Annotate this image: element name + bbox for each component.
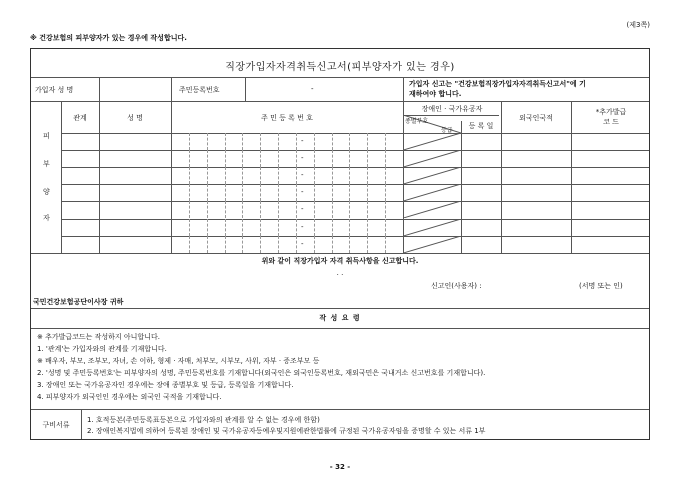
rrn-digit-divider bbox=[296, 133, 297, 150]
guide-title: 작 성 요 령 bbox=[319, 314, 361, 322]
rrn-dash: - bbox=[301, 171, 304, 180]
form-number: (제3쪽) bbox=[626, 21, 650, 29]
rrn-digit-divider bbox=[260, 184, 261, 201]
rrn-digit-divider bbox=[296, 167, 297, 184]
rrn-digit-divider bbox=[296, 236, 297, 253]
col-type-no: 종별부호 bbox=[405, 118, 429, 125]
rrn-digit-divider bbox=[189, 150, 190, 167]
documents-label: 구비서류 bbox=[42, 421, 70, 429]
rrn-digit-divider bbox=[260, 150, 261, 167]
rrn-digit-divider bbox=[332, 184, 333, 201]
applicant-rrn-label: 주민등록번호 bbox=[179, 86, 220, 94]
side-label-1: 피 bbox=[43, 132, 50, 140]
rrn-digit-divider bbox=[314, 201, 315, 218]
rrn-digit-divider bbox=[189, 219, 190, 236]
rrn-digit-divider bbox=[367, 219, 368, 236]
col-foreign: 외국인국적 bbox=[519, 114, 553, 122]
rrn-digit-divider bbox=[332, 167, 333, 184]
type-grade-diagonal bbox=[403, 201, 461, 218]
side-label-4: 자 bbox=[43, 214, 50, 222]
rrn-digit-divider bbox=[207, 236, 208, 253]
col-disability: 장애인 · 국가유공자 bbox=[421, 105, 483, 113]
guide-line: 2. '성명 및 주민등록번호'는 피부양자의 성명, 주민등록번호를 기재합니다(외국인은 외국인등록번호, 재외국민은 국내거소 신고번호를 기재합니다). bbox=[37, 369, 486, 377]
dependent-row-line bbox=[61, 184, 649, 185]
col-rrn: 주 민 등 록 번 호 bbox=[261, 114, 313, 122]
rrn-digit-divider bbox=[385, 236, 386, 253]
applicant-rrn-dash: - bbox=[311, 85, 314, 93]
rrn-digit-divider bbox=[385, 201, 386, 218]
rrn-digit-divider bbox=[314, 236, 315, 253]
page-number: - 32 - bbox=[329, 463, 351, 471]
col-relation: 관계 bbox=[73, 114, 87, 122]
rrn-digit-divider bbox=[207, 201, 208, 218]
rrn-dash: - bbox=[301, 137, 304, 145]
signature-label: (서명 또는 인) bbox=[579, 282, 623, 290]
rrn-digit-divider bbox=[278, 236, 279, 253]
rrn-digit-divider bbox=[349, 184, 350, 201]
rrn-digit-divider bbox=[367, 133, 368, 150]
declaration: 위와 같이 직장가입자 자격 취득사항을 신고합니다. bbox=[261, 257, 419, 265]
rrn-dash: - bbox=[301, 239, 304, 248]
type-grade-diagonal bbox=[403, 133, 461, 150]
rrn-digit-divider bbox=[314, 219, 315, 236]
rrn-digit-divider bbox=[278, 150, 279, 167]
rrn-digit-divider bbox=[207, 167, 208, 184]
form-frame bbox=[30, 48, 650, 440]
rrn-digit-divider bbox=[367, 184, 368, 201]
rrn-digit-divider bbox=[225, 133, 226, 150]
rrn-digit-divider bbox=[260, 133, 261, 150]
type-grade-diagonal bbox=[403, 150, 461, 167]
top-note: ※ 건강보험의 피부양자가 있는 경우에 작성합니다. bbox=[30, 34, 187, 42]
reporter-label: 신고인(사용자) : bbox=[431, 282, 482, 290]
side-label-2: 부 bbox=[43, 160, 50, 168]
applicant-name-label: 가입자 성 명 bbox=[35, 86, 74, 94]
rrn-digit-divider bbox=[332, 219, 333, 236]
dependent-row-line bbox=[61, 219, 649, 220]
recipient: 국민건강보험공단이사장 귀하 bbox=[33, 298, 124, 306]
rrn-digit-divider bbox=[296, 150, 297, 167]
col-extra-code-2: 코 드 bbox=[603, 118, 619, 126]
rrn-digit-divider bbox=[242, 184, 243, 201]
rrn-digit-divider bbox=[385, 184, 386, 201]
rrn-digit-divider bbox=[225, 167, 226, 184]
rrn-digit-divider bbox=[385, 133, 386, 150]
rrn-digit-divider bbox=[332, 150, 333, 167]
rrn-digit-divider bbox=[314, 133, 315, 150]
guide-line: 3. 장애인 또는 국가유공자인 경우에는 장애 종별부호 및 등급, 등록일을 기재합니다. bbox=[37, 381, 294, 389]
guide-line: 4. 피부양자가 외국인인 경우에는 외국인 국적을 기재합니다. bbox=[37, 393, 222, 401]
document-item-2: 2. 장애인복지법에 의하여 등록된 장애인 및 국가유공자등예우및지원에관한법률에 규정된 국가유공자임을 증명할 수 있는 서류 1부 bbox=[87, 427, 486, 435]
rrn-digit-divider bbox=[367, 167, 368, 184]
type-grade-diagonal bbox=[403, 219, 461, 236]
rrn-digit-divider bbox=[385, 219, 386, 236]
rrn-digit-divider bbox=[349, 236, 350, 253]
type-grade-diagonal bbox=[403, 236, 461, 253]
rrn-digit-divider bbox=[332, 236, 333, 253]
rrn-digit-divider bbox=[207, 150, 208, 167]
rrn-digit-divider bbox=[260, 201, 261, 218]
rrn-digit-divider bbox=[225, 201, 226, 218]
applicant-notice-2: 재하여야 합니다. bbox=[409, 90, 462, 98]
guide-line: 1. '관계'는 가입자와의 관계를 기재합니다. bbox=[37, 345, 167, 353]
rrn-dash: - bbox=[301, 222, 304, 231]
rrn-digit-divider bbox=[332, 133, 333, 150]
rrn-digit-divider bbox=[278, 219, 279, 236]
rrn-digit-divider bbox=[367, 236, 368, 253]
rrn-digit-divider bbox=[385, 150, 386, 167]
rrn-digit-divider bbox=[207, 219, 208, 236]
rrn-digit-divider bbox=[349, 219, 350, 236]
rrn-digit-divider bbox=[367, 150, 368, 167]
rrn-digit-divider bbox=[385, 167, 386, 184]
rrn-digit-divider bbox=[296, 184, 297, 201]
guide-line: ※ 배우자, 부모, 조부모, 자녀, 손 이하, 형제 · 자매, 처부모, 시부모, 사위, 자부 · 증조부모 등 bbox=[37, 357, 320, 365]
rrn-digit-divider bbox=[242, 236, 243, 253]
rrn-digit-divider bbox=[296, 201, 297, 218]
rrn-dash: - bbox=[301, 188, 304, 197]
rrn-digit-divider bbox=[296, 219, 297, 236]
type-grade-diagonal bbox=[403, 184, 461, 201]
rrn-digit-divider bbox=[225, 184, 226, 201]
rrn-digit-divider bbox=[260, 167, 261, 184]
rrn-digit-divider bbox=[189, 201, 190, 218]
side-label-3: 양 bbox=[43, 188, 50, 196]
dependent-row-line bbox=[61, 236, 649, 237]
rrn-digit-divider bbox=[242, 150, 243, 167]
col-extra-code-1: *추가발급 bbox=[595, 108, 627, 116]
rrn-dash: - bbox=[301, 205, 304, 214]
rrn-digit-divider bbox=[278, 167, 279, 184]
document-item-1: 1. 호적등본(주민등록표등본으로 가입자와의 관계를 알 수 없는 경우에 한함) bbox=[87, 416, 320, 424]
rrn-digit-divider bbox=[242, 219, 243, 236]
col-name: 성 명 bbox=[127, 114, 143, 122]
rrn-digit-divider bbox=[189, 236, 190, 253]
rrn-digit-divider bbox=[260, 236, 261, 253]
rrn-digit-divider bbox=[314, 184, 315, 201]
rrn-digit-divider bbox=[242, 201, 243, 218]
rrn-digit-divider bbox=[260, 219, 261, 236]
rrn-digit-divider bbox=[314, 150, 315, 167]
applicant-notice-1: 가입자 신고는 "건강보험직장가입자자격취득신고서"에 기 bbox=[409, 80, 586, 88]
col-grade: 등급 bbox=[441, 127, 453, 134]
rrn-digit-divider bbox=[332, 201, 333, 218]
rrn-digit-divider bbox=[349, 167, 350, 184]
rrn-dash: - bbox=[301, 154, 304, 163]
rrn-digit-divider bbox=[189, 184, 190, 201]
dependent-row-line bbox=[61, 201, 649, 202]
rrn-digit-divider bbox=[242, 133, 243, 150]
rrn-digit-divider bbox=[278, 184, 279, 201]
guide-line: ※ 추가발급코드는 작성하지 아니합니다. bbox=[37, 333, 160, 341]
dependent-row-line bbox=[61, 167, 649, 168]
rrn-digit-divider bbox=[349, 133, 350, 150]
rrn-digit-divider bbox=[278, 133, 279, 150]
date-dots: . . bbox=[336, 269, 344, 277]
dependent-row-line bbox=[61, 150, 649, 151]
rrn-digit-divider bbox=[349, 201, 350, 218]
dependent-row-line bbox=[61, 133, 649, 134]
form-title: 직장가입자자격취득신고서(피부양자가 있는 경우) bbox=[225, 62, 455, 73]
rrn-digit-divider bbox=[349, 150, 350, 167]
rrn-digit-divider bbox=[207, 133, 208, 150]
rrn-digit-divider bbox=[207, 184, 208, 201]
rrn-digit-divider bbox=[225, 236, 226, 253]
rrn-digit-divider bbox=[367, 201, 368, 218]
rrn-digit-divider bbox=[225, 150, 226, 167]
rrn-digit-divider bbox=[314, 167, 315, 184]
type-grade-diagonal bbox=[403, 167, 461, 184]
rrn-digit-divider bbox=[225, 219, 226, 236]
col-reg-date: 등 록 일 bbox=[468, 122, 494, 130]
rrn-digit-divider bbox=[242, 167, 243, 184]
rrn-digit-divider bbox=[278, 201, 279, 218]
rrn-digit-divider bbox=[189, 167, 190, 184]
rrn-digit-divider bbox=[189, 133, 190, 150]
